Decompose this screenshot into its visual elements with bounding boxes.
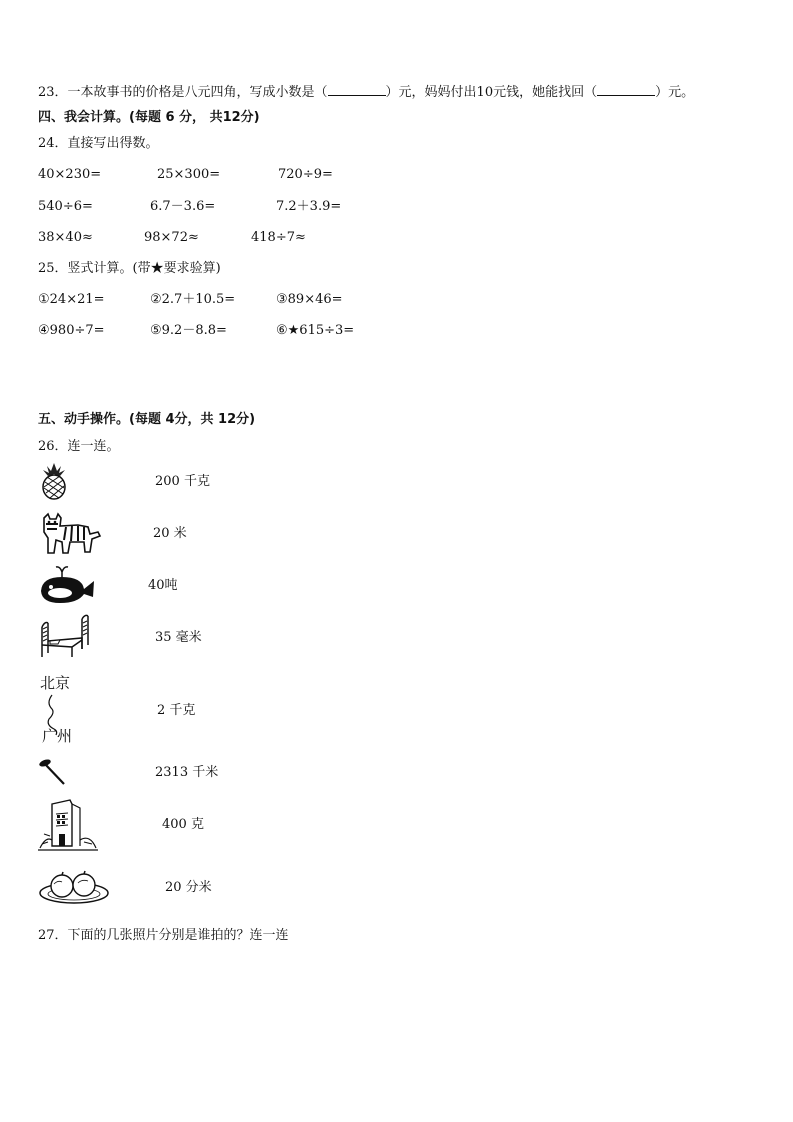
q24-item: 6.7－3.6= xyxy=(150,199,216,214)
section-4-title: 四、我会计算。(每题 6 分， 共12分) xyxy=(38,110,260,125)
q24-item: 40×230= xyxy=(38,167,102,182)
q25-item: ②2.7＋10.5= xyxy=(150,292,236,307)
q23-answer-blank-2[interactable] xyxy=(597,85,655,96)
q23-text-c: ）元。 xyxy=(655,85,695,100)
q25-item: ①24×21= xyxy=(38,292,105,307)
q23-answer-blank-1[interactable] xyxy=(328,85,386,96)
q24-item: 98×72≈ xyxy=(144,230,199,245)
q26-label[interactable]: 35 毫米 xyxy=(155,630,202,645)
q27-title: 27．下面的几张照片分别是谁拍的？连一连 xyxy=(38,928,289,943)
q25-item: ⑤9.2－8.8= xyxy=(150,323,227,338)
section-5-title: 五、动手操作。(每题 4分，共 12分) xyxy=(38,412,256,427)
q25-item: ③89×46= xyxy=(276,292,343,307)
q24-item: 7.2＋3.9= xyxy=(276,199,342,214)
q25-item: ④980÷7= xyxy=(38,323,105,338)
q26-label[interactable]: 400 克 xyxy=(162,817,204,832)
q26-label[interactable]: 20 分米 xyxy=(165,880,212,895)
q24-item: 418÷7≈ xyxy=(251,230,306,245)
q26-label[interactable]: 40吨 xyxy=(148,578,178,593)
map-label-beijing: 北京 xyxy=(40,674,71,692)
q26-title: 26．连一连。 xyxy=(38,439,120,454)
pineapple-icon[interactable] xyxy=(38,462,70,500)
bed-icon[interactable] xyxy=(38,613,90,659)
q26-label[interactable]: 2 千克 xyxy=(157,703,196,718)
fruit-plate-icon[interactable] xyxy=(38,866,110,906)
q25-item: ⑥★615÷3= xyxy=(276,323,355,338)
q26-label[interactable]: 2313 千米 xyxy=(155,765,219,780)
tiger-icon[interactable] xyxy=(38,512,102,557)
q24-item: 720÷9= xyxy=(278,167,333,182)
q24-item: 540÷6= xyxy=(38,199,93,214)
q24-title: 24．直接写出得数。 xyxy=(38,136,159,151)
building-icon[interactable] xyxy=(38,796,98,852)
q25-title: 25．竖式计算。(带★要求验算) xyxy=(38,261,221,276)
question-23 xyxy=(38,85,694,99)
nail-icon[interactable] xyxy=(38,758,68,786)
q24-item: 38×40≈ xyxy=(38,230,93,245)
q26-label[interactable]: 20 米 xyxy=(153,526,187,541)
map-route-icon[interactable] xyxy=(40,673,82,747)
whale-icon[interactable] xyxy=(38,563,98,605)
q23-text-b: ）元，妈妈付出10元钱，她能找回（ xyxy=(385,85,598,100)
q24-item: 25×300= xyxy=(157,167,221,182)
q23-text-a: 23．一本故事书的价格是八元四角，写成小数是（ xyxy=(38,85,328,100)
map-label-guangzhou: 广州 xyxy=(42,727,73,745)
q26-label[interactable]: 200 千克 xyxy=(155,474,210,489)
